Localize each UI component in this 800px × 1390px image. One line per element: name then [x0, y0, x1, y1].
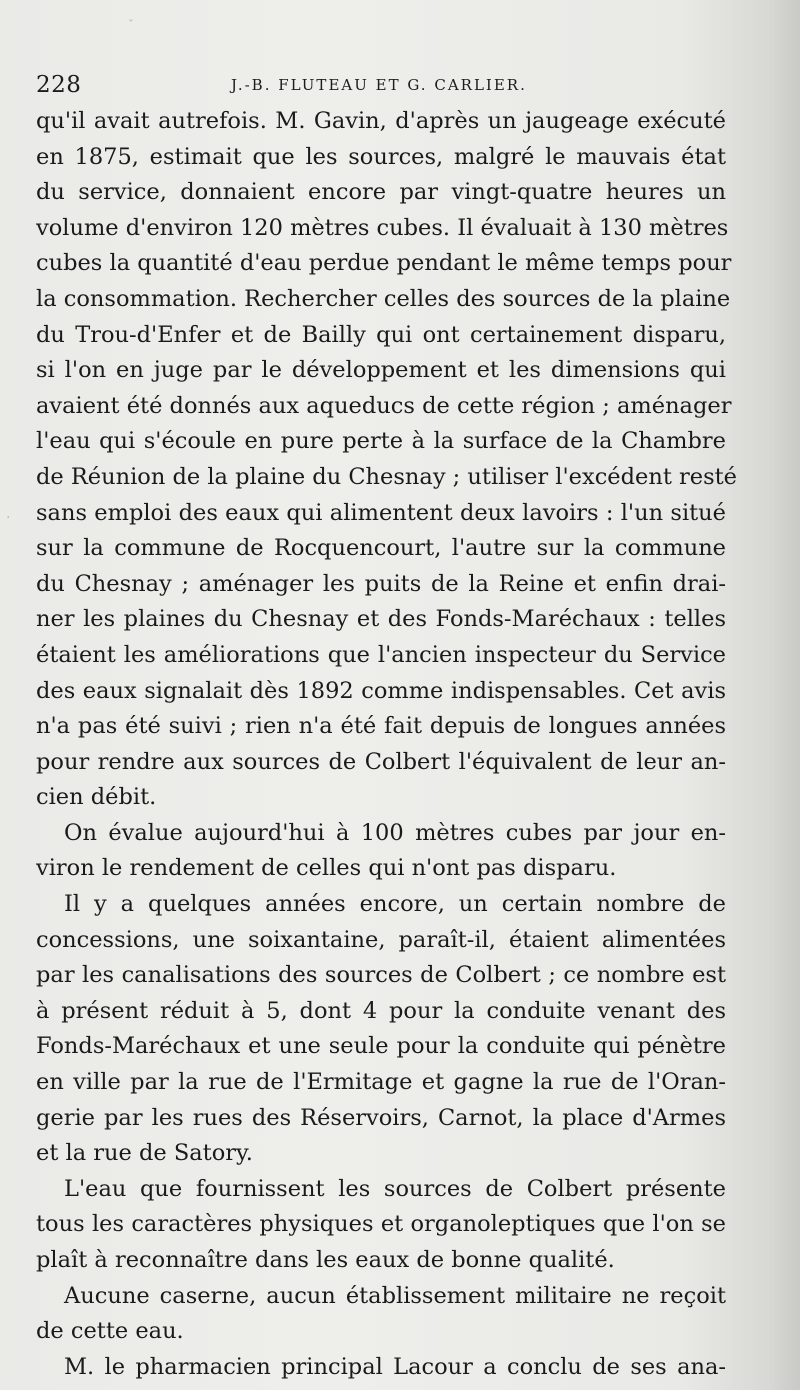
text-line: par les canalisations des sources de Colbert ; ce nombre est: [36, 962, 726, 989]
text-line: si l'on en juge par le développement et les dimensions qui: [36, 357, 726, 384]
text-line: Fonds-Maréchaux et une seule pour la conduite qui pénètre: [36, 1033, 726, 1060]
text-line: du service, donnaient encore par vingt-quatre heures un: [36, 179, 726, 206]
scan-speck: ˇ: [128, 18, 134, 32]
scan-speck: ·: [6, 510, 11, 526]
text-line: à présent réduit à 5, dont 4 pour la conduite venant des: [36, 997, 726, 1024]
text-line: pour rendre aux sources de Colbert l'équivalent de leur an-: [36, 748, 726, 775]
text-line: On évalue aujourd'hui à 100 mètres cubes par jour en-: [64, 819, 726, 846]
page-header: [36, 72, 736, 106]
text-line: L'eau que fournissent les sources de Colbert présente: [64, 1175, 726, 1202]
paragraph: [36, 887, 726, 1172]
text-line: de Réunion de la plaine du Chesnay ; utiliser l'excédent resté: [36, 463, 737, 490]
text-line: avaient été donnés aux aqueducs de cette région ; aménager: [36, 392, 732, 419]
text-line: étaient les améliorations que l'ancien inspecteur du Service: [36, 641, 726, 668]
text-line: Aucune caserne, aucun établissement militaire ne reçoit: [64, 1282, 726, 1309]
text-line: la consommation. Rechercher celles des sources de la plaine: [36, 285, 731, 312]
text-line: n'a pas été suivi ; rien n'a été fait depuis de longues années: [36, 713, 726, 740]
text-line: du Trou-d'Enfer et de Bailly qui ont certainement disparu,: [36, 321, 726, 348]
text-line: volume d'environ 120 mètres cubes. Il évaluait à 130 mètres: [36, 214, 729, 241]
text-line: cien débit.: [36, 784, 157, 811]
text-line: gerie par les rues des Réservoirs, Carnot, la place d'Armes: [36, 1104, 726, 1131]
text-line: sans emploi des eaux qui alimentent deux lavoirs : l'un situé: [36, 499, 726, 526]
body-text: [36, 104, 737, 1385]
text-line: des eaux signalait dès 1892 comme indispensables. Cet avis: [36, 677, 726, 704]
text-line: cubes la quantité d'eau perdue pendant le même temps pour: [36, 250, 732, 277]
paragraph: [36, 104, 737, 816]
paragraph: [36, 1172, 726, 1279]
text-line: l'eau qui s'écoule en pure perte à la surface de la Chambre: [36, 428, 726, 455]
text-line: concessions, une soixantaine, paraît-il, étaient alimentées: [36, 926, 726, 953]
text-line: plaît à reconnaître dans les eaux de bonne qualité.: [36, 1247, 615, 1273]
paragraph: [36, 1350, 726, 1386]
text-line: de cette eau.: [36, 1318, 184, 1345]
text-line: du Chesnay ; aménager les puits de la Reine et enfin drai-: [36, 570, 726, 597]
text-line: tous les caractères physiques et organoleptiques que l'on se: [36, 1211, 726, 1238]
text-line: M. le pharmacien principal Lacour a conclu de ses ana-: [64, 1353, 726, 1380]
paragraph: [36, 816, 726, 887]
text-line: en ville par la rue de l'Ermitage et gagne la rue de l'Oran-: [36, 1069, 726, 1096]
text-line: ner les plaines du Chesnay et des Fonds-Maréchaux : telles: [36, 606, 726, 633]
running-head: J.-B. FLUTEAU ET G. CARLIER.: [231, 76, 527, 94]
text-line: qu'il avait autrefois. M. Gavin, d'après un jaugeage exécuté: [36, 108, 726, 134]
text-line: sur la commune de Rocquencourt, l'autre sur la commune: [36, 535, 726, 562]
text-line: viron le rendement de celles qui n'ont pas disparu.: [36, 855, 617, 882]
text-line: en 1875, estimait que les sources, malgré le mauvais état: [36, 143, 726, 170]
text-line: Il y a quelques années encore, un certain nombre de: [64, 891, 726, 918]
text-line: et la rue de Satory.: [36, 1140, 253, 1167]
paragraph: [36, 1279, 726, 1350]
page-number: 228: [36, 72, 82, 98]
